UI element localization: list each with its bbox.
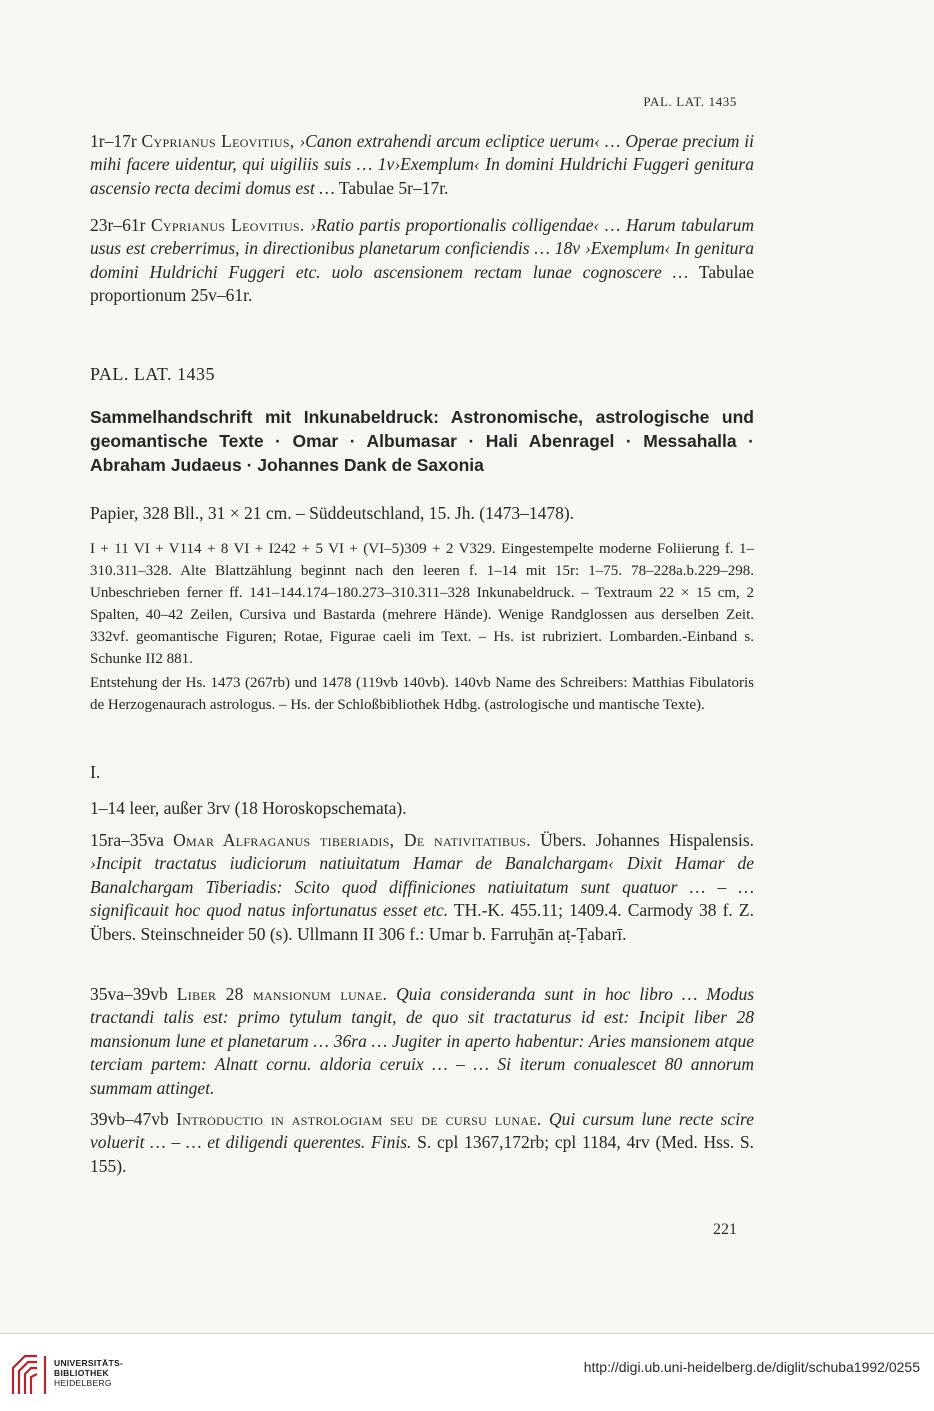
entry-cyprianus-ratio xyxy=(90,214,754,308)
leer-line: 1–14 leer, außer 3rv (18 Horoskopschemata). xyxy=(90,798,407,818)
entry-omar xyxy=(90,829,754,946)
entry-ref: 15ra–35va xyxy=(90,830,164,850)
logo-line-3: HEIDELBERG xyxy=(54,1378,112,1388)
entry-text: ›Incipit tractatus iudiciorum natiuitatum Hamar de Banalchargam‹ Dixit Hamar de Banalchargam Tiberiadis: Scito quod diffiniciones natiuitatum sunt quatuor … – … significauit hoc quod natus infortunatus esset etc. xyxy=(90,853,754,921)
logo-line-1: UNIVERSITÄTS- xyxy=(54,1358,124,1368)
entry-ref: 23r–61r xyxy=(90,215,146,235)
entry-refs: S. cpl 1367,172rb; cpl 1184, 4rv (Med. Hss. S. 155). xyxy=(90,1132,754,1176)
shelfmark: PAL. LAT. 1435 xyxy=(90,364,216,384)
manuscript-title: Sammelhandschrift mit Inkunabeldruck: Astronomische, astrologische und geomantische Texte · Omar · Albumasar · Hali Abenragel · Messahalla · Abraham Judaeus · Johannes Dank de Saxonia xyxy=(90,407,754,475)
entry-author: Cyprianus Leovitius. xyxy=(150,215,305,235)
entry-refs: TH.-K. 455.11; 1409.4. Carmody 38 f. Z. Übers. Steinschneider 50 (s). Ullmann II 306 f.: Umar b. Farruḫān aṭ-Ṭabarī. xyxy=(90,900,754,944)
entry-heading: Liber 28 mansionum lunae. xyxy=(176,984,388,1004)
page-number: 221 xyxy=(713,1221,737,1238)
entry-author: Cyprianus Leovitius, xyxy=(141,131,295,151)
origin: Entstehung der Hs. 1473 (267rb) und 1478 (119vb 140vb). 140vb Name des Schreibers: Matthias Fibulatoris de Herzogenaurach astrologus. – Hs. der Schloßbibliothek Hdbg. (astrologische und mantische Texte). xyxy=(90,675,754,713)
library-logo-text xyxy=(54,1358,123,1388)
entry-text: ›Ratio partis proportionalis colligendae‹ … Harum tabularum usus est creberrimus, in directionibus planetarum conficiendis … 18v ›Exemplum‹ In genitura domini Huldrichi Fuggeri etc. uolo ascensionem rectam lunae cognoscere … xyxy=(90,215,754,282)
running-head: PAL. LAT. 1435 xyxy=(643,94,737,109)
entry-tail: Tabulae proportionum 25v–61r. xyxy=(90,261,754,306)
entry-mansions xyxy=(90,983,754,1100)
collation: I + 11 VI + V114 + 8 VI + I242 + 5 VI + (VI–5)309 + 2 V329. Eingestempelte moderne Foliierung f. 1–310.311–328. Alte Blattzählung beginnt nach den leeren f. 1–14 mit 15r: 1–75. 78–228a.b.229–298. Unbeschrieben ferner ff. 141–144.174–180.273–310.311–328 Inkunabeldruck. – Textraum 22 × 15 cm, 2 Spalten, 40–42 Zeilen, Cursiva und Bastarda (mehrere Hände). Wenige Randglossen aus derselben Zeit. 332vf. geomantische Figuren; Rotae, Figurae caeli im Text. – Hs. ist rubriziert. Lombarden.-Einband s. Schunke II2 881. xyxy=(90,541,754,667)
material-text: Papier, 328 Bll., 31 × 21 cm. – Süddeutschland, 15. Jh. (1473–1478). xyxy=(90,503,575,523)
manuscript-header xyxy=(90,363,754,386)
entry-ref: 35va–39vb xyxy=(90,984,168,1004)
entry-heading: Introductio in astrologiam seu de cursu lunae. xyxy=(176,1109,542,1129)
entry-translator: Übers. Johannes Hispalensis. xyxy=(540,830,755,850)
entry-text: ›Canon extrahendi arcum ecliptice uerum‹ … Operae precium ii mihi facere uidentur, qui uigiliis suis … 1v›Exemplum‹ In domini Huldrichi Fuggeri genitura ascensio recta decimi domus est … xyxy=(90,131,755,198)
entry-heading: Omar Alfraganus tiberiadis, De nativitatibus. xyxy=(173,830,531,850)
entry-ref: 1r–17r xyxy=(90,131,137,151)
entry-text: Qui cursum lune recte scire voluerit … – … et diligendi querentes. Finis. xyxy=(90,1109,754,1153)
logo-line-2: BIBLIOTHEK xyxy=(54,1368,109,1378)
entry-ref: 39vb–47vb xyxy=(90,1109,169,1129)
entry-tail: Tabulae 5r–17r. xyxy=(338,177,449,198)
entry-cyprianus-canon xyxy=(90,130,754,200)
source-url-link[interactable]: http://digi.ub.uni-heidelberg.de/diglit/schuba1992/0255 xyxy=(583,1359,920,1375)
entry-text: Quia consideranda sunt in hoc libro … Modus tractandi talis est: primo tytulum tangit, de quo sit tractaturus id est: Incipit liber 28 mansionum lune et planetarum … 36ra … Jugiter in aperto habentur: Aries mansionem atque terciam partem: Alnatt cornu. aldoria ceruix … – … Si iterum conualescet 80 annorum summam attinget. xyxy=(90,984,755,1098)
entry-introductio xyxy=(90,1108,754,1178)
material-line xyxy=(90,502,754,525)
section-numeral: I. xyxy=(90,762,101,782)
